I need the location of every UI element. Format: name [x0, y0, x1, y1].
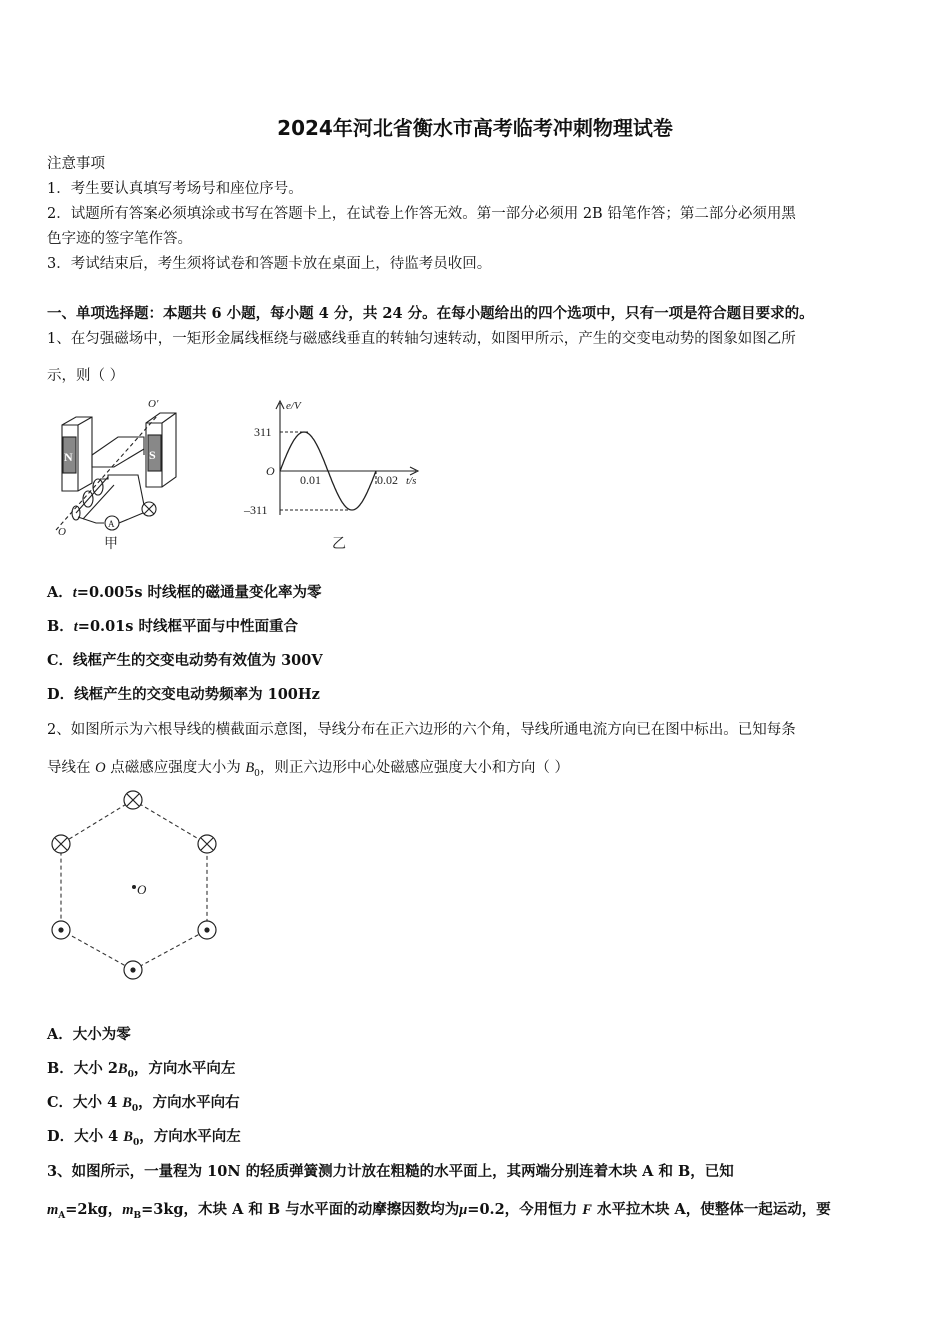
axis-top-label: O′ — [148, 398, 159, 410]
option-letter: D． — [47, 1128, 75, 1145]
option-text: 线框产生的交变电动势频率为 100Hz — [74, 686, 320, 703]
option-letter: A． — [47, 1026, 73, 1043]
wire-into-page-icon — [124, 791, 142, 809]
option-letter: A． — [47, 584, 73, 601]
wire-into-page-icon — [198, 835, 216, 853]
notice-item: 2．试题所有答案必须填涂或书写在答题卡上，在试卷上作答无效。第一部分必须用 2B 铅笔作答；第二部分必须用黑 — [47, 206, 796, 222]
q2-stem: 2、如图所示为六根导线的横截面示意图，导线分布在正六边形的六个角，导线所通电流方向已在图中标出。已知每条 — [47, 722, 796, 738]
option-letter: B． — [47, 618, 74, 635]
option-letter: B． — [47, 1060, 74, 1077]
option-text: ，方向水平向右 — [138, 1094, 240, 1111]
y-tick-min: –311 — [244, 503, 268, 517]
wire-out-of-page-icon — [124, 961, 142, 979]
stem-text: =2kg， — [65, 1201, 123, 1218]
stem-variable: m — [122, 1202, 134, 1218]
stem-text: =0.2，今用恒力 — [467, 1201, 583, 1218]
notice-item: 3．考试结束后，考生须将试卷和答题卡放在桌面上，待监考员收回。 — [47, 256, 492, 272]
option-letter: C． — [47, 652, 74, 669]
magnet-s-label: S — [149, 448, 156, 462]
stem-text: 水平拉木块 A，使整体一起运动，要 — [591, 1201, 831, 1218]
q2-option-b[interactable] — [47, 1057, 235, 1080]
notice-heading: 注意事项 — [47, 156, 105, 172]
page-title: 2024年河北省衡水市高考临考冲刺物理试卷 — [277, 116, 673, 140]
q2-option-c[interactable] — [47, 1091, 240, 1114]
stem-variable: μ — [459, 1202, 468, 1218]
option-subscript: 0 — [127, 1069, 134, 1080]
ammeter-label: A — [108, 519, 115, 529]
stem-variable: m — [47, 1202, 59, 1218]
stem-variable: F — [582, 1202, 592, 1218]
option-variable: t — [73, 619, 78, 635]
option-text: =0.01s 时线框平面与中性面重合 — [77, 618, 298, 635]
option-letter: C． — [47, 1094, 74, 1111]
stem-text: ，则正六边形中心处磁感应强度大小和方向（ ） — [259, 760, 570, 776]
stem-subscript: B — [133, 1210, 142, 1221]
stem-subscript: A — [58, 1210, 66, 1221]
wire-out-of-page-icon — [52, 921, 70, 939]
option-variable: B — [122, 1095, 132, 1111]
q1-option-c[interactable] — [47, 649, 323, 670]
stem-variable: B — [245, 760, 255, 776]
option-text: 大小 4 — [73, 1094, 123, 1111]
wire-into-page-icon — [52, 835, 70, 853]
q3-stem: 3、如图所示，一量程为 10N 的轻质弹簧测力计放在粗糙的水平面上，其两端分别连着木块 A 和 B，已知 — [47, 1163, 734, 1180]
q1-option-a[interactable] — [47, 581, 322, 602]
option-text: 大小为零 — [72, 1026, 131, 1043]
q1-stem: 示，则（ ） — [47, 368, 125, 384]
magnet-n-label: N — [64, 450, 73, 464]
x-tick-2: 0.02 — [377, 473, 398, 487]
hexagon-wires-figure — [40, 788, 240, 988]
q3-stem — [47, 1198, 831, 1221]
stem-text: =3kg，木块 A 和 B 与水平面的动摩擦因数均为 — [141, 1201, 460, 1218]
option-letter: D． — [47, 686, 75, 703]
origin-label: O — [266, 464, 275, 478]
x-axis-label: t/s — [406, 475, 417, 487]
option-variable: B — [123, 1129, 133, 1145]
option-text: 大小 2 — [73, 1060, 118, 1077]
section-heading: 一、单项选择题：本题共 6 小题，每小题 4 分，共 24 分。在每小题给出的四个选项中，只有一项是符合题目要求的。 — [47, 305, 814, 322]
q1-stem: 1、在匀强磁场中，一矩形金属线框绕与磁感线垂直的转轴匀速转动，如图甲所示，产生的交变电动势的图象如图乙所 — [47, 331, 796, 347]
option-subscript: 0 — [131, 1103, 139, 1114]
generator-figure — [48, 395, 198, 555]
q2-option-a[interactable] — [47, 1023, 131, 1044]
stem-text: 导线在 — [47, 760, 96, 776]
option-text: ，方向水平向左 — [133, 1060, 236, 1077]
figure-caption: 乙 — [332, 537, 346, 552]
q2-option-d[interactable] — [47, 1125, 241, 1148]
option-text: 大小 4 — [74, 1128, 124, 1145]
option-subscript: 0 — [132, 1137, 140, 1148]
wire-out-of-page-icon — [198, 921, 216, 939]
center-label: O — [137, 882, 147, 897]
option-variable: B — [117, 1061, 128, 1077]
q1-option-b[interactable] — [47, 615, 298, 636]
q2-stem — [47, 756, 569, 779]
stem-text: 点磁感应强度大小为 — [105, 760, 246, 776]
y-tick-max: 311 — [254, 425, 272, 439]
option-text: ，方向水平向左 — [139, 1128, 241, 1145]
option-variable: t — [72, 585, 77, 601]
axis-bottom-label: O — [58, 526, 66, 538]
notice-item: 1．考生要认真填写考场号和座位序号。 — [47, 181, 303, 197]
emf-graph — [240, 395, 440, 555]
stem-subscript: 0 — [254, 768, 260, 779]
figure-caption: 甲 — [104, 537, 118, 552]
option-text: =0.005s 时线框的磁通量变化率为零 — [76, 584, 322, 601]
notice-item: 色字迹的签字笔作答。 — [47, 231, 192, 247]
y-axis-label: e/V — [286, 400, 301, 412]
q1-option-d[interactable] — [47, 683, 320, 704]
x-tick-1: 0.01 — [300, 473, 321, 487]
stem-variable: O — [95, 760, 106, 776]
center-point — [132, 885, 136, 889]
option-text: 线框产生的交变电动势有效值为 300V — [73, 652, 323, 669]
